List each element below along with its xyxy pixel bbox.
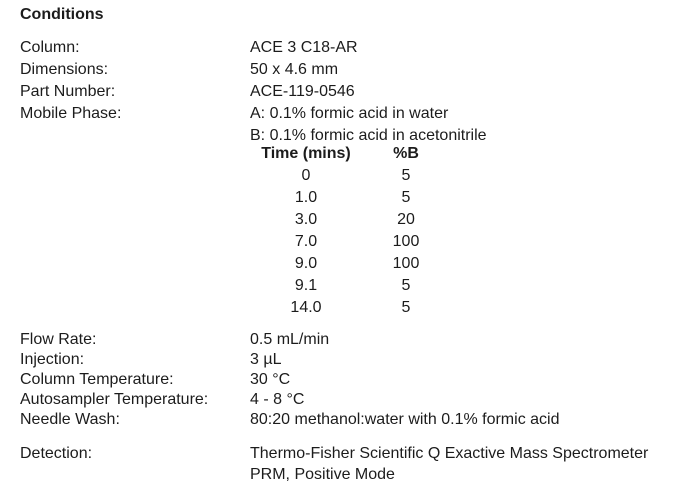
detection-value-line1: Thermo-Fisher Scientific Q Exactive Mass Spectrometer	[250, 445, 649, 462]
gradient-cell-percent-b: 5	[401, 299, 411, 316]
gradient-cell-time: 0	[301, 167, 311, 184]
condition-label: Dimensions:	[20, 61, 109, 78]
condition-row	[20, 443, 680, 485]
condition-row	[20, 81, 680, 103]
gradient-cell-time: 9.1	[294, 277, 318, 294]
condition-row	[20, 370, 680, 390]
condition-row	[20, 410, 680, 430]
condition-value: 0.5 mL/min	[250, 331, 330, 348]
condition-label: Part Number:	[20, 83, 116, 100]
detection-label: Detection:	[20, 445, 93, 462]
condition-row	[20, 59, 680, 81]
method-info-section	[20, 330, 680, 430]
condition-row	[20, 103, 680, 125]
condition-value: 50 x 4.6 mm	[250, 61, 339, 78]
condition-value: ACE-119-0546	[250, 83, 355, 100]
detection-value-line2: PRM, Positive Mode	[250, 466, 395, 483]
condition-label	[20, 125, 250, 147]
condition-value: ACE 3 C18-AR	[250, 39, 358, 56]
gradient-cell-time: 9.0	[294, 255, 318, 272]
condition-value: 3 µL	[250, 351, 282, 368]
gradient-cell-time: 3.0	[294, 211, 318, 228]
condition-row	[20, 350, 680, 370]
condition-label: Injection:	[20, 351, 85, 368]
gradient-cell-percent-b: 20	[397, 211, 415, 228]
page-title: Conditions	[20, 6, 104, 23]
gradient-table-row	[250, 231, 680, 253]
condition-label: Flow Rate:	[20, 331, 97, 348]
condition-value: A: 0.1% formic acid in water	[250, 105, 449, 122]
gradient-col-header-percent-b: %B	[393, 145, 419, 162]
gradient-table-row	[250, 297, 680, 319]
gradient-cell-percent-b: 100	[392, 233, 420, 250]
condition-value: B: 0.1% formic acid in acetonitrile	[250, 127, 487, 144]
condition-label: Needle Wash:	[20, 411, 120, 428]
condition-value: 30 °C	[250, 371, 291, 388]
gradient-table-row	[250, 165, 680, 187]
detection-section	[20, 443, 680, 485]
gradient-cell-percent-b: 100	[392, 255, 420, 272]
condition-label: Mobile Phase:	[20, 105, 122, 122]
condition-value: 80:20 methanol:water with 0.1% formic acid	[250, 411, 560, 428]
gradient-table-row	[250, 187, 680, 209]
gradient-cell-percent-b: 5	[401, 277, 411, 294]
condition-row	[20, 390, 680, 410]
gradient-table	[250, 143, 680, 319]
condition-row	[20, 37, 680, 59]
gradient-cell-time: 14.0	[290, 299, 322, 316]
detection-value	[250, 443, 680, 485]
gradient-table-row	[250, 275, 680, 297]
column-info-section	[20, 37, 680, 147]
condition-label: Autosampler Temperature:	[20, 391, 209, 408]
gradient-cell-time: 7.0	[294, 233, 318, 250]
gradient-cell-percent-b: 5	[401, 167, 411, 184]
gradient-table-row	[250, 209, 680, 231]
condition-label: Column Temperature:	[20, 371, 174, 388]
condition-label: Column:	[20, 39, 80, 56]
gradient-cell-percent-b: 5	[401, 189, 411, 206]
gradient-cell-time: 1.0	[294, 189, 318, 206]
gradient-table-body	[250, 165, 680, 319]
gradient-col-header-time: Time (mins)	[261, 145, 351, 162]
condition-row	[20, 330, 680, 350]
gradient-table-row	[250, 253, 680, 275]
condition-value: 4 - 8 °C	[250, 391, 305, 408]
